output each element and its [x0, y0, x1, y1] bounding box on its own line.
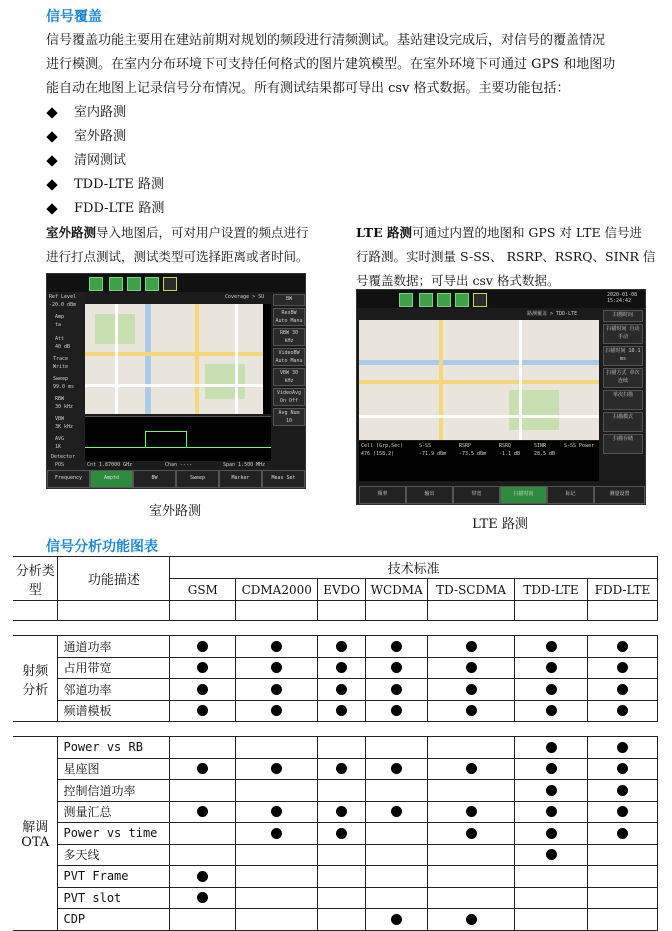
support-cell	[236, 679, 318, 701]
support-cell	[515, 909, 588, 931]
table-row	[13, 909, 658, 931]
supported-dot-icon	[546, 785, 557, 796]
coverage-line-2: 进行模测。在室内分布环境下可支持任何格式的图片建筑模型。在室外环境下可通过 GPS 和地图功	[46, 57, 616, 72]
support-cell	[170, 737, 236, 759]
supported-dot-icon	[546, 849, 557, 860]
table-row	[13, 679, 658, 701]
diamond-bullet-icon	[46, 155, 57, 166]
support-cell	[428, 887, 515, 909]
support-cell	[428, 780, 515, 802]
softkey-scan-time[interactable]: 扫描时间	[500, 486, 547, 504]
support-cell	[428, 700, 515, 722]
support-cell	[318, 657, 366, 679]
softkey-bandwidth[interactable]: 带宽	[453, 486, 500, 504]
support-cell	[366, 909, 428, 931]
rf-analysis-group	[13, 636, 658, 722]
header-standards: 技术标准	[170, 557, 658, 579]
supported-dot-icon	[271, 684, 282, 695]
support-cell	[428, 823, 515, 845]
softkey-meas-set[interactable]: Meas Set	[262, 470, 305, 488]
supported-dot-icon	[617, 828, 628, 839]
coverage-map	[85, 304, 263, 414]
support-cell	[170, 844, 236, 866]
supported-dot-icon	[197, 684, 208, 695]
support-cell	[428, 801, 515, 823]
supported-dot-icon	[466, 641, 477, 652]
single-scan-button[interactable]: 单次扫描	[603, 390, 643, 410]
supported-dot-icon	[617, 705, 628, 716]
feature-label: 星座图	[58, 758, 170, 780]
support-cell	[515, 887, 588, 909]
support-cell	[318, 758, 366, 780]
measurement-table: Cell (Grp,Sec) S-SS RSRP RSRQ SINR S-SS Power 476 (158,2) -71.9 dBm -73.5 dBm -1.1 dB 28.5 dB	[359, 441, 599, 481]
coverage-line-1: 信号覆盖功能主要用在建站前期对规划的频段进行清频测试。基站建设完成后，对信号的覆盖情况	[46, 33, 606, 48]
supported-dot-icon	[197, 705, 208, 716]
support-cell	[318, 887, 366, 909]
screen-header: Coverage > SU	[225, 294, 265, 300]
grid-icon	[109, 277, 123, 291]
coverage-line-3: 能自动在地图上记录信号分布情况。所有测试结果都可导出 csv 格式数据。主要功能包括：	[46, 81, 570, 96]
spectrum-trace	[85, 416, 271, 461]
lte-bold-term: LTE 路测	[356, 225, 412, 240]
table-row	[13, 737, 658, 759]
demod-ota-group	[13, 737, 658, 931]
support-cell	[236, 700, 318, 722]
support-cell	[366, 679, 428, 701]
supported-dot-icon	[617, 785, 628, 796]
feature-label: 多天线	[58, 844, 170, 866]
feature-label: 占用带宽	[58, 657, 170, 679]
supported-dot-icon	[336, 828, 347, 839]
softkey-amptd[interactable]: Amptd	[90, 470, 133, 488]
supported-dot-icon	[617, 806, 628, 817]
category-label	[13, 636, 58, 722]
support-cell	[366, 866, 428, 888]
support-cell	[428, 909, 515, 931]
support-cell	[588, 636, 658, 658]
softkey-frequency[interactable]: 频率	[359, 486, 406, 504]
feature-label: Power vs RB	[58, 737, 170, 759]
supported-dot-icon	[617, 662, 628, 673]
vbw-button[interactable]: VBW 30 kHz	[273, 368, 305, 386]
support-cell	[170, 823, 236, 845]
rbw-button[interactable]: RBW 30 kHz	[273, 328, 305, 346]
support-cell	[366, 887, 428, 909]
supported-dot-icon	[617, 742, 628, 753]
supported-dot-icon	[617, 763, 628, 774]
supported-dot-icon	[271, 662, 282, 673]
support-cell	[515, 737, 588, 759]
outdoor-caption: 室外路测	[148, 504, 201, 519]
outdoor-bold-term: 室外路测	[46, 225, 97, 240]
feature-label: 邻道功率	[58, 679, 170, 701]
supported-dot-icon	[391, 684, 402, 695]
support-cell	[236, 866, 318, 888]
table-row	[13, 780, 658, 802]
category-label-line: 射频	[22, 663, 49, 679]
support-cell	[318, 801, 366, 823]
supported-dot-icon	[391, 763, 402, 774]
feature-table	[13, 556, 658, 931]
category-label-line: OTA	[21, 835, 50, 851]
save-icon	[455, 293, 469, 307]
supported-dot-icon	[546, 742, 557, 753]
support-cell	[515, 657, 588, 679]
camera-icon	[437, 293, 451, 307]
standard-header: TDD-LTE	[515, 579, 588, 601]
diamond-bullet-icon	[46, 107, 57, 118]
lte-caption: LTE 路测	[472, 517, 528, 532]
support-cell	[170, 700, 236, 722]
supported-dot-icon	[197, 763, 208, 774]
lte-desc: LTE 路测可通过内置的地图和 GPS 对 LTE 信号进 行路测。实时测量 S-SS、 RSRP、RSRQ、SINR 信 号覆盖数据；可导出 csv 格式数据。	[356, 225, 656, 288]
table-row	[13, 887, 658, 909]
supported-dot-icon	[546, 705, 557, 716]
supported-dot-icon	[197, 892, 208, 903]
supported-dot-icon	[271, 641, 282, 652]
support-cell	[170, 758, 236, 780]
supported-dot-icon	[336, 763, 347, 774]
support-cell	[236, 657, 318, 679]
supported-dot-icon	[391, 662, 402, 673]
support-cell	[588, 801, 658, 823]
support-cell	[318, 909, 366, 931]
feature-label: 控制信道功率	[58, 780, 170, 802]
home-icon	[89, 277, 103, 291]
supported-dot-icon	[391, 806, 402, 817]
support-cell	[515, 844, 588, 866]
table-row	[13, 657, 658, 679]
support-cell	[170, 801, 236, 823]
supported-dot-icon	[336, 641, 347, 652]
support-cell	[236, 887, 318, 909]
standard-header: CDMA2000	[236, 579, 318, 601]
feature-label: 频谱模板	[58, 700, 170, 722]
bullet-item: 室内路测	[46, 101, 164, 125]
supported-dot-icon	[466, 828, 477, 839]
standard-header: EVDO	[318, 579, 366, 601]
diamond-bullet-icon	[46, 179, 57, 190]
support-cell	[318, 636, 366, 658]
supported-dot-icon	[271, 763, 282, 774]
table-row	[13, 700, 658, 722]
support-cell	[236, 636, 318, 658]
feature-label: PVT Frame	[58, 866, 170, 888]
feature-label: 通道功率	[58, 636, 170, 658]
scan-mode-single-continuous[interactable]: 扫描方式 单次 连续	[603, 368, 643, 388]
supported-dot-icon	[391, 705, 402, 716]
header-description: 功能描述	[58, 557, 170, 601]
resbw-button[interactable]: ResBW Auto Manu	[273, 308, 305, 326]
softkey-frequency[interactable]: Frequency	[47, 470, 90, 488]
coverage-paragraph	[46, 29, 666, 101]
support-cell	[170, 909, 236, 931]
support-cell	[366, 636, 428, 658]
feature-label: 测量汇总	[58, 801, 170, 823]
support-cell	[170, 636, 236, 658]
scan-store-button[interactable]: 扫描存储	[603, 434, 643, 454]
table-row	[13, 801, 658, 823]
supported-dot-icon	[546, 641, 557, 652]
diamond-bullet-icon	[46, 131, 57, 142]
supported-dot-icon	[197, 662, 208, 673]
left-param-panel: Ref Level -20.0 dBm Amp ta Att 40 dB Trace Write Sweep 99.0 ms RBW 30 kHz VBW 3K kHz AVG 1K Detector POS	[47, 292, 85, 472]
support-cell	[236, 823, 318, 845]
videobw-button[interactable]: VideoBW Auto Manu	[273, 348, 305, 366]
bullet-item: TDD-LTE 路测	[46, 173, 164, 197]
support-cell	[236, 844, 318, 866]
support-cell	[588, 737, 658, 759]
grid-icon	[419, 293, 433, 307]
softkey-marker[interactable]: Marker	[219, 470, 262, 488]
softkey-bw[interactable]: BW	[133, 470, 176, 488]
support-cell	[236, 737, 318, 759]
supported-dot-icon	[546, 806, 557, 817]
outdoor-desc: 室外路测导入地图后，可对用户设置的频点进行 进行打点测试，测试类型可选择距离或者时间。	[46, 225, 309, 264]
support-cell	[515, 801, 588, 823]
support-cell	[170, 866, 236, 888]
support-cell	[588, 866, 658, 888]
supported-dot-icon	[466, 662, 477, 673]
softkey-output[interactable]: 输出	[406, 486, 453, 504]
supported-dot-icon	[546, 662, 557, 673]
supported-dot-icon	[546, 763, 557, 774]
support-cell	[588, 657, 658, 679]
support-cell	[170, 657, 236, 679]
support-cell	[428, 844, 515, 866]
table-row	[13, 866, 658, 888]
diamond-bullet-icon	[46, 203, 57, 214]
supported-dot-icon	[197, 641, 208, 652]
screen-header: 路测覆盖 > TDD-LTE	[527, 311, 578, 317]
supported-dot-icon	[336, 684, 347, 695]
table-row	[13, 758, 658, 780]
table-row	[13, 844, 658, 866]
supported-dot-icon	[391, 641, 402, 652]
supported-dot-icon	[617, 684, 628, 695]
support-cell	[515, 679, 588, 701]
support-cell	[588, 823, 658, 845]
supported-dot-icon	[197, 806, 208, 817]
softkey-sweep[interactable]: Sweep	[176, 470, 219, 488]
outdoor-screenshot: Coverage > SU Ref Level -20.0 dBm Amp ta Att 40 dB Trace Write Sweep 99.0 ms RBW 30 kHz VBW 3K kHz AVG 1K Detector POS Cnt 1.87000 GHz Chan ---- Span 1.500 MHz BW ResBW Auto Manu RBW 30 kHz VideoBW Auto Manu VBW 30 kHz VideoAvg On Off Avg Num 10 Frequency Amptd BW Sweep Marker Meas Set	[46, 273, 306, 489]
support-cell	[366, 700, 428, 722]
supported-dot-icon	[336, 806, 347, 817]
feature-label: Power vs time	[58, 823, 170, 845]
supported-dot-icon	[546, 828, 557, 839]
supported-dot-icon	[271, 806, 282, 817]
standard-header: WCDMA	[366, 579, 428, 601]
supported-dot-icon	[617, 641, 628, 652]
supported-dot-icon	[466, 914, 477, 925]
camera-icon	[127, 277, 141, 291]
support-cell	[428, 636, 515, 658]
support-cell	[318, 679, 366, 701]
support-cell	[366, 758, 428, 780]
support-cell	[236, 909, 318, 931]
support-cell	[318, 866, 366, 888]
support-cell	[366, 801, 428, 823]
support-cell	[588, 844, 658, 866]
category-label-line: 解调	[22, 820, 49, 836]
supported-dot-icon	[466, 806, 477, 817]
table-row	[13, 823, 658, 845]
support-cell	[366, 823, 428, 845]
scan-time-auto-manual[interactable]: 扫描时间 自动 手动	[603, 324, 643, 344]
home-icon	[399, 293, 413, 307]
support-cell	[236, 780, 318, 802]
support-cell	[428, 679, 515, 701]
support-cell	[318, 844, 366, 866]
bullet-item: FDD-LTE 路测	[46, 197, 164, 221]
supported-dot-icon	[391, 914, 402, 925]
support-cell	[588, 700, 658, 722]
support-cell	[170, 679, 236, 701]
category-label-line: 分析	[22, 682, 49, 698]
support-cell	[318, 737, 366, 759]
support-cell	[588, 679, 658, 701]
standard-header: FDD-LTE	[588, 579, 658, 601]
supported-dot-icon	[466, 763, 477, 774]
support-cell	[318, 780, 366, 802]
map-legend-bar	[263, 304, 271, 414]
support-cell	[170, 887, 236, 909]
support-cell	[318, 823, 366, 845]
bullet-item: 清网测试	[46, 149, 164, 173]
support-cell	[236, 801, 318, 823]
header-category: 分析类型	[13, 557, 58, 601]
support-cell	[236, 758, 318, 780]
softkey-meas-set[interactable]: 测量设置	[594, 486, 645, 504]
support-cell	[515, 636, 588, 658]
brightness-icon	[163, 277, 177, 291]
feature-bullet-list	[46, 101, 164, 221]
support-cell	[428, 657, 515, 679]
support-cell	[515, 700, 588, 722]
scan-time-value[interactable]: 扫描时间 10.1 ms	[603, 346, 643, 366]
supported-dot-icon	[546, 684, 557, 695]
videoavg-button[interactable]: VideoAvg On Off	[273, 388, 305, 406]
table-row	[13, 636, 658, 658]
support-cell	[366, 737, 428, 759]
support-cell	[588, 887, 658, 909]
supported-dot-icon	[336, 705, 347, 716]
bullet-item: 室外路测	[46, 125, 164, 149]
save-icon	[145, 277, 159, 291]
lte-screenshot	[356, 289, 646, 505]
supported-dot-icon	[466, 684, 477, 695]
bw-menu-button[interactable]: BW	[273, 294, 305, 306]
support-cell	[515, 758, 588, 780]
support-cell	[366, 657, 428, 679]
device-clock: 2020-01-08 15:24:42	[607, 292, 638, 304]
support-cell	[366, 780, 428, 802]
supported-dot-icon	[197, 871, 208, 882]
support-cell	[318, 700, 366, 722]
feature-label: CDP	[58, 909, 170, 931]
feature-label: PVT slot	[58, 887, 170, 909]
support-cell	[515, 823, 588, 845]
support-cell	[515, 780, 588, 802]
support-cell	[588, 758, 658, 780]
support-cell	[428, 758, 515, 780]
category-label	[13, 737, 58, 931]
support-cell	[588, 780, 658, 802]
supported-dot-icon	[271, 705, 282, 716]
support-cell	[428, 737, 515, 759]
support-cell	[428, 866, 515, 888]
standard-header: GSM	[170, 579, 236, 601]
support-cell	[366, 844, 428, 866]
supported-dot-icon	[271, 828, 282, 839]
support-cell	[588, 909, 658, 931]
supported-dot-icon	[466, 705, 477, 716]
section-title-coverage: 信号覆盖	[46, 9, 102, 25]
section-title-analysis: 信号分析功能图表	[46, 539, 158, 555]
supported-dot-icon	[336, 662, 347, 673]
scan-time-menu[interactable]: 扫描时间	[603, 310, 643, 322]
scan-mode-button[interactable]: 扫描模式	[603, 412, 643, 432]
softkey-marker[interactable]: 标记	[547, 486, 594, 504]
lte-coverage-map	[359, 320, 599, 440]
support-cell	[515, 866, 588, 888]
brightness-icon	[473, 293, 487, 307]
support-cell	[170, 780, 236, 802]
standard-header: TD-SCDMA	[428, 579, 515, 601]
avgnum-button[interactable]: Avg Num 10	[273, 408, 305, 426]
